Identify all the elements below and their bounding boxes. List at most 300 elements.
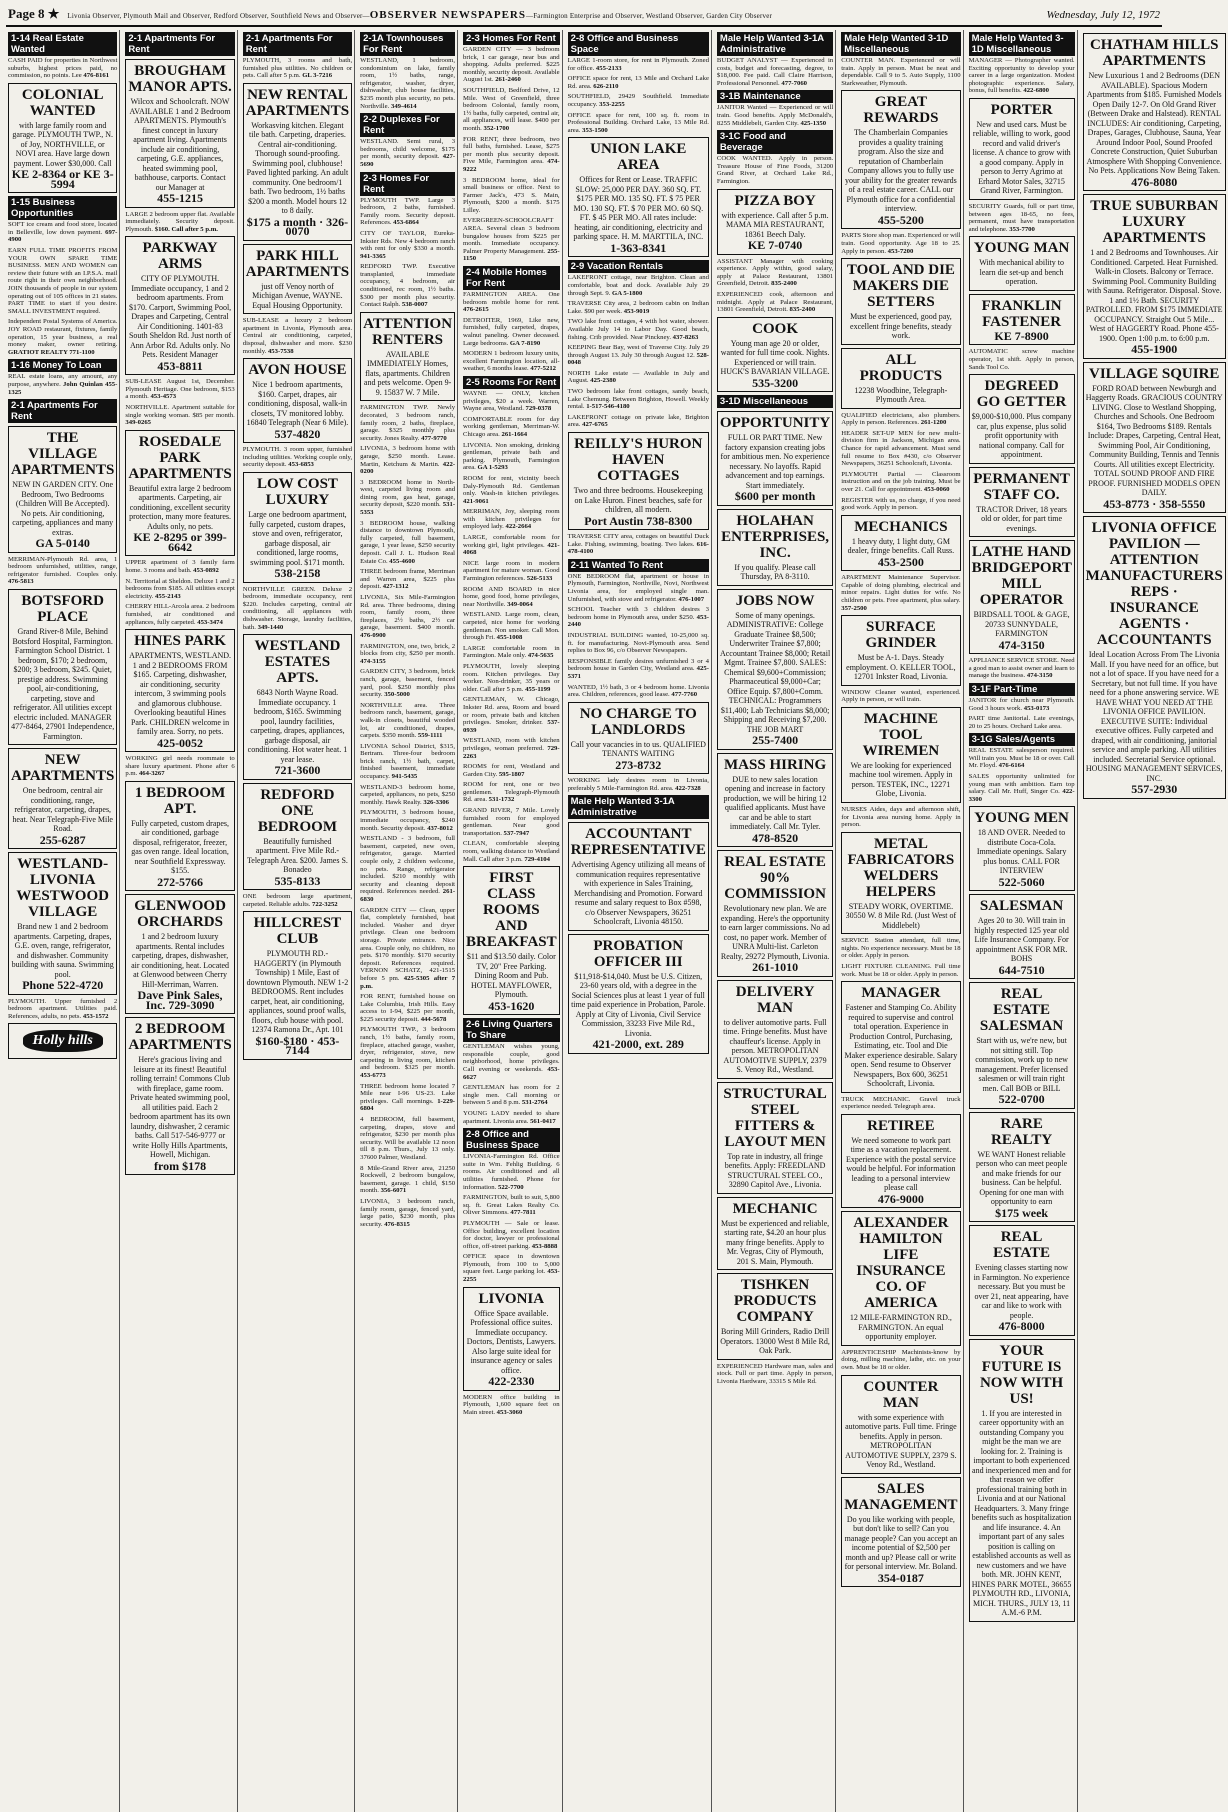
classified-ad xyxy=(125,404,234,427)
classified-column xyxy=(566,30,712,1812)
display-ad xyxy=(841,1211,960,1346)
ad-text: NURSES Aides, days and afternoon shift, for Livonia area nursing home. Apply in person. xyxy=(841,805,961,829)
display-ad-body: Boring Mill Grinders, Radio Drill Operators. 13000 West 8 Mile Rd, Oak Park. xyxy=(720,1327,830,1356)
classified-column xyxy=(358,30,458,1812)
section-heading: Male Help Wanted 3-1A Administrative xyxy=(717,32,833,56)
section-heading: 3-1C Food and Beverage xyxy=(717,130,833,154)
ad-phone: 531-1732 xyxy=(488,796,515,804)
section-heading: 2-8 Office and Business Space xyxy=(568,32,709,56)
display-ad-title: MANAGER xyxy=(861,985,941,1002)
classified-ad xyxy=(568,414,709,429)
display-ad xyxy=(717,317,833,393)
classified-ad xyxy=(463,1220,560,1250)
ad-phone: 729-4104 xyxy=(524,855,550,863)
classified-ad xyxy=(360,907,455,991)
classified-column xyxy=(967,30,1078,1812)
ad-text: LIVONIA-Farmington Rd. Office suite in Wm. Fehlig Building. 6 rooms. Air conditioned and all utilities furnished. Phone for information. xyxy=(463,1153,560,1191)
classified-ad xyxy=(717,57,833,87)
classified-ad xyxy=(969,203,1075,233)
classified-ad xyxy=(360,1198,455,1228)
ad-phone: 1-517-546-4180 xyxy=(586,403,630,411)
classified-ad xyxy=(969,348,1075,371)
ad-text: SUB-LEASE August 1st, December. Plymouth Heritage. One bedroom, $153 a month. xyxy=(125,378,235,401)
display-ad-phone: GA 5-0140 xyxy=(35,536,90,551)
classified-ad xyxy=(841,430,960,468)
display-ad-title: ROSEDALE PARK APARTMENTS xyxy=(128,433,232,482)
display-ad xyxy=(717,1082,833,1194)
display-ad-body: Two and three bedrooms. Housekeeping on Lake Huron. Finest beaches, safe for children, all modern. xyxy=(573,486,703,515)
classified-ad xyxy=(568,370,709,385)
ad-text: 8 Mile-Grand River area, 21250 Rockwell, 2 bedroom bungalow, basement, garage. 1 child, $150 month. xyxy=(360,1164,456,1195)
ad-text: NORTHVILLE area. Three bedroom ranch, basement, garage, walk-in closets, beautiful wooded lot, air conditioned, drapes, carpets. $350 month. xyxy=(360,701,456,740)
ad-text: NICE large room in modern apartment for mature woman. Good Farmington references. xyxy=(463,559,560,583)
display-ad-phone: 721-3600 xyxy=(274,763,321,778)
display-ad-phone: 535-3200 xyxy=(752,375,799,390)
display-ad xyxy=(841,1375,960,1474)
display-ad xyxy=(243,244,352,315)
display-ad-body: 18 AND OVER. Needed to distribute Coca-Cola. Immediate openings. Salary plus bonus. CALL FOR INTERVIEW xyxy=(976,828,1067,876)
display-ad-title: JOBS NOW xyxy=(735,592,815,609)
classified-column xyxy=(461,30,563,1812)
display-ad-title: VILLAGE SQUIRE xyxy=(1088,365,1220,382)
display-ad-phone: 535-8133 xyxy=(274,873,321,888)
display-ad-body: Fully carpeted, custom drapes, air conditioned, garbage disposal, refrigerator, freezer, gas oven range. Ideal location, near Southfield Expressway. $155. xyxy=(131,818,230,876)
ad-text: GENTLEMAN wishes young, responsible couple, good neighborhood, home privileges. Call evening or weekends. xyxy=(463,1043,560,1073)
ad-phone: 729-2263 xyxy=(463,744,560,760)
display-ad-phone: 537-4820 xyxy=(274,426,321,441)
display-ad xyxy=(243,83,352,241)
ad-text: LARGE, comfortable room for working girl, light privileges. xyxy=(463,534,560,549)
ad-text: ROOMS for rent, Westland and Garden City. xyxy=(463,763,560,778)
classified-ad xyxy=(568,658,709,681)
display-ad-body: $9,000-$10,000. Plus company car, plus expense, plus solid profit opportunity with national company. Call for appointment. xyxy=(971,412,1072,460)
ad-text: TWO bedroom lake front cottages, sandy beach, Lake Chemung. Between Brighton, Howell. Weekly rental. xyxy=(567,388,709,411)
ad-phone: 453-7200 xyxy=(887,247,914,255)
ad-phone: 476-6164 xyxy=(998,762,1025,770)
display-ad xyxy=(125,59,234,208)
display-ad xyxy=(717,411,833,506)
display-ad-phone: 538-2158 xyxy=(274,566,321,581)
classified-ad xyxy=(463,560,560,583)
ad-text: CITY OF TAYLOR, Eureka-Inkster Rds. New 4 bedroom ranch with rent for only $330 a month. xyxy=(360,229,456,253)
display-ad xyxy=(125,781,234,892)
classified-ad xyxy=(969,657,1075,680)
display-ad-title: NEW RENTAL APARTMENTS xyxy=(245,86,350,119)
classified-ad xyxy=(568,300,709,315)
display-ad xyxy=(568,432,709,530)
display-ad-phone: Phone 522-4720 xyxy=(22,978,104,993)
ad-phone: 538-0007 xyxy=(401,301,428,309)
section-heading: 2-8 Office and Business Space xyxy=(463,1128,560,1152)
ad-text: WANTED, 1½ bath, 3 or 4 bedroom home. Livonia area. Children, references, good lease. xyxy=(567,683,709,699)
classified-ad xyxy=(969,697,1075,712)
classified-ad xyxy=(568,533,709,556)
ad-text: COUNTER MAN. Experienced or will train. Apply in person. Must be neat and dependable. Call 9 to 5. Auto Supply, 1100 Starkweather, Plymouth. xyxy=(841,57,961,87)
classified-ad xyxy=(463,1110,560,1125)
display-ad-title: SALESMAN xyxy=(979,898,1064,915)
ad-phone: 261-2460 xyxy=(495,76,521,84)
display-ad-phone: 455-1900 xyxy=(1131,342,1178,356)
display-ad-body: NEW IN GARDEN CITY. One Bedroom, Two Bedrooms (Children Will Be Accepted). No pets. Air conditioning, carpeting, appliances and many extras. xyxy=(12,480,114,537)
display-ad-title: FRANKLIN FASTENER xyxy=(981,297,1062,330)
ad-text: FARMINGTON, one, two, brick, 2 blocks from city, $250 per month. xyxy=(360,642,456,658)
display-ad-phone: 453-1620 xyxy=(488,998,535,1013)
display-ad-phone: 476-9000 xyxy=(877,1191,924,1206)
classified-ad xyxy=(463,1253,560,1283)
display-ad-phone: KE 7-8900 xyxy=(994,328,1049,343)
ad-text: CLEAN, comfortable sleeping room, walking distance to Westland Mall. Call after 3 p.m. xyxy=(463,840,560,863)
display-ad-body: WE WANT Honest reliable person who can meet people and make friends for our business. Can be helpful. Opening for one man with opportunity to earn xyxy=(976,1149,1068,1207)
classified-ad xyxy=(841,937,960,960)
display-ad xyxy=(969,236,1075,291)
classified-ad xyxy=(568,632,709,655)
classified-ad xyxy=(969,773,1075,803)
classified-ad xyxy=(463,737,560,760)
ad-text: OFFICE space for rent, 13 Mile and Orchard Lake Rd. area. xyxy=(567,75,709,90)
ad-text: LAKEFRONT cottage on private lake, Brighton area. xyxy=(567,413,709,429)
classified-ad xyxy=(463,1153,560,1191)
display-ad-title: REILLY'S HURON HAVEN COTTAGES xyxy=(574,436,703,485)
display-ad-body: with large family room and garage. PLYMOUTH TWP., N. of Joy, NORTHVILLE, or NOVI area. Have large down payment. Lower $30,000. Call xyxy=(12,120,113,168)
display-ad-title: ACCOUNTANT REPRESENTATIVE xyxy=(570,826,706,859)
display-ad-body: FORD ROAD between Newburgh and Haggerty Roads. GRACIOUS COUNTRY LIVING. Close to Westland Shopping, Churches and Schools. One Bedroom $164, Two Bedrooms $189. Rentals Include: Drapes, Carpeting, Central Heat, Swimming Pool, Air Conditioning, Community Building, Tennis and Tennis Courts. All utilities except Electricity. TOTAL SOUND PROOF AND FIRE PROOF. FURNISHED MODELS OPEN DAILY. xyxy=(1085,383,1223,497)
classified-ad xyxy=(360,568,455,591)
ad-phone: 616-478-4100 xyxy=(567,540,709,556)
display-ad-phone: 421-2000, ext. 289 xyxy=(592,1037,684,1052)
display-ad xyxy=(969,467,1075,538)
ad-phone: 255-1150 xyxy=(463,247,560,263)
classified-ad xyxy=(841,497,960,512)
display-ad xyxy=(243,472,352,583)
classified-ad xyxy=(463,46,560,84)
section-heading: 3-1B Maintenance xyxy=(717,90,833,103)
classified-ad xyxy=(841,689,960,704)
ad-text: TWO lake front cottages, 4 with hot water, shower. Available July 14 to Labor Day. Good beach, fishing. Crib provided. Near Pinckney. xyxy=(567,318,709,341)
display-ad xyxy=(8,589,117,745)
ad-text: SOUTHFIELD, 29429 Southfield. Immediate occupancy. xyxy=(567,93,709,108)
ad-phone: 455-2133 xyxy=(595,64,622,72)
display-ad-title: THE VILLAGE APARTMENTS xyxy=(11,430,115,479)
display-ad-title: COUNTER MAN xyxy=(863,1378,939,1411)
ad-text: RESPONSIBLE family desires unfurnished 3 or 4 bedroom house in Garden City, Westland area. xyxy=(567,657,709,673)
classified-ad xyxy=(463,217,560,263)
ad-text: LIVONIA, 3 bedroom ranch, family room, garage, fenced yard, large patio, $230 month, plus security. xyxy=(360,1197,456,1228)
display-ad-title: LOW COST LUXURY xyxy=(256,476,338,509)
ad-text: ONE BEDROOM flat, apartment or house in Plymouth, Farmington, Northville, Novi, Northwest Livonia area, for employed single man. Unfurnished, with stove and refrigerator. xyxy=(567,572,709,603)
ad-phone: 531-5353 xyxy=(360,501,456,517)
display-ad-phone: 354-0187 xyxy=(877,1570,924,1585)
ad-phone: GA 1-5293 xyxy=(477,464,508,472)
ad-text: LARGE comfortable room in Farmington. Male only. xyxy=(463,644,560,660)
classified-ad xyxy=(8,247,117,315)
ad-phone: 453-7538 xyxy=(267,347,294,355)
display-ad-body: PLYMOUTH RD.-HAGGERTY (in Plymouth Township) 1 Mile, East of downtown Plymouth. NEW 1-2 BEDROOMS. Rent includes carpet, heat, air conditioning, appliances, sound proof walls, floors, club house with pool. 12374 Ramona Dr., Apt. 101 xyxy=(246,949,349,1035)
ad-text: OFFICE space for rent, 100 sq. ft. room in Professional Building. Orchard Lake, 13 Mile Rd. area. xyxy=(567,111,709,134)
display-ad-phone: 455-1215 xyxy=(157,191,204,205)
ad-phone: 476-5813 xyxy=(8,578,34,586)
display-ad-title: CHATHAM HILLS APARTMENTS xyxy=(1089,37,1219,69)
ad-text: HEADER SET-UP MEN for new multi-division firm in Jackson, Michigan area. Chance for rapid advancement. Must send full resume to Box #430, c/o Observer Newspapers, 36251 Schoolcraft, Livonia. xyxy=(841,429,961,468)
ad-text: WINDOW Cleaner wanted, experienced. Apply in person, or will train. xyxy=(841,688,961,704)
ad-text: WESTLAND-3 bedroom home, carpeted, appliances, no pets, $250 monthly. Hawk Realty. xyxy=(360,783,456,806)
display-ad-phone: 476-8080 xyxy=(1131,174,1178,189)
ad-phone: 464-3267 xyxy=(138,770,165,778)
ad-text: PARTS Store shop man. Experienced or will train. Good opportunity. Age 18 to 25. Apply in person. xyxy=(841,232,961,255)
ad-text: COOK WANTED. Apply in person. Treasure House of Fine Foods, 31200 Grand River, at Orchard Lake Rd., Farmington. xyxy=(716,155,834,185)
ad-phone: John Quinlan 455-1325 xyxy=(8,380,118,396)
display-ad-body: We need someone to work part time as a vacation replacement. Experience with the postal service would be helpful. For information leading to a personal interview please call xyxy=(846,1135,956,1193)
ad-text: SCHOOL Teacher with 3 children desires 3 bedroom home in Plymouth area, under $250. xyxy=(567,606,709,621)
display-ad-body: just off Venoy north of Michigan Avenue, WAYNE. Equal Housing Opportunity. xyxy=(252,281,343,310)
classified-ad xyxy=(360,594,455,640)
ad-text: NORTHVILLE GREEN. Deluxe 2 bedroom, immediate occupancy, rent $220. Includes carpeting, central air conditioning, all appliances with dishwasher. Storage, laundry facilities, bath. xyxy=(242,585,353,631)
section-heading: 2-2 Duplexes For Rent xyxy=(360,113,455,137)
ad-phone: 477-7760 xyxy=(671,691,698,699)
display-ad-body: Top rate in industry, all fringe benefits. Apply: FREEDLAND STRUCTURAL STEEL CO., 32890 Capitol Ave., Livonia. xyxy=(724,1151,826,1190)
ad-text: EXPERIENCED cook, afternoon and midnight. Apply at Palace Restaurant, 13801 Greenfield, Detroit. xyxy=(716,290,834,314)
display-ad xyxy=(717,589,833,750)
section-heading: 1-15 Business Opportunities xyxy=(8,196,117,220)
section-heading: 3-1G Sales/Agents xyxy=(969,733,1075,746)
ad-phone: 453-0892 xyxy=(193,566,219,574)
display-ad-body: Grand River-8 Mile, Behind Botsford Hospital, Farmington. Farmington School District. 1 bedroom, $170; 2 bedroom, $200; 3 bedroom, $245. Quiet, prestige address. Swimming pool, air-conditioning, carpeting, stove and refrigerator. All utilities except electric included. MANAGER 477-8464, 27901 Independence, Farmington. xyxy=(11,627,115,741)
classified-ad xyxy=(360,479,455,517)
display-ad-title: COOK xyxy=(752,320,798,337)
display-ad xyxy=(568,822,709,931)
section-heading: 3-1F Part-Time xyxy=(969,683,1075,696)
ad-text: QUALIFIED electricians, also plumbers. Apply in person. References. xyxy=(841,411,961,427)
display-ad-body: with experience. Call after 5 p.m. MAMA MIA RESTAURANT, 18361 Beech Daly. xyxy=(721,210,829,239)
display-ad-body: Advertising Agency utilizing all means of communication requires representative with experience in Sales Training, Merchandising and Promotion. Forward resume and salary request to Box #598, c/o Observer Newspapers, 36251 Schoolcraft, Livonia 48150. xyxy=(571,860,706,927)
ad-phone: 835-2400 xyxy=(789,306,816,314)
display-ad-title: LIVONIA OFFICE PAVILION — ATTENTION MANUFACTURERS REPS · INSURANCE AGENTS · ACCOUNTANTS xyxy=(1085,520,1223,648)
ad-phone: GA 5-1800 xyxy=(612,289,643,297)
display-ad-body: Must be experienced and reliable, starting rate, $4.20 an hour plus many fringe benefits. Apply to Mr. Vegras, City of Plymouth, 201 S. Main, Plymouth. xyxy=(720,1218,830,1266)
display-ad-body: Evening classes starting now in Farmington. No experience necessary. But you must be over 21, neat appearing, have car and like to work with people. xyxy=(973,1263,1070,1320)
display-ad-body: Beautifully furnished apartment. Five Mile Rd.-Telegraph Area. $200. James S. Bonadeo xyxy=(246,836,348,875)
display-ad-body: Must be A-1. Days. Steady employment. O. KELLER TOOL, 12701 Inkster Road, Livonia. xyxy=(846,653,956,682)
ad-phone: 453-6773 xyxy=(360,1072,386,1080)
display-ad-body: 1 and 2 Bedrooms and Townhouses. Air Conditioned. Carpeted. Heat Furnished. Walk-in Closets. Balcony or Terrace. Swimming Pool. Community Building with Sauna. Refrigerator. Disposal. Stove. 1 and 1½ Bath. SECURITY PATROLLED. FROM $175 IMMEDIATE OCCUPANCY. Straight Out 5 Mile... West of HAGGERTY Road. Phone 455-1900. Open 1:00 p.m. to 6:00 p.m. xyxy=(1085,248,1223,343)
ad-phone: 425-2380 xyxy=(590,377,616,385)
classified-ad xyxy=(841,806,960,829)
classified-ad xyxy=(360,809,455,832)
classified-ad xyxy=(463,1394,560,1417)
display-ad xyxy=(717,1197,833,1271)
display-ad-phone: 255-7400 xyxy=(752,733,799,748)
display-ad-phone: 255-6287 xyxy=(39,832,86,847)
display-ad-body: Fastener and Stamping Co. Ability required to supervise and control total operation. Experience in Production Control, Purchasing, Estimating, etc. Tool and Die Maker experience desirable. Salary open. Send resume to Observer Newspapers, Box 600, 36251 Schoolcraft, Livonia. xyxy=(844,1003,958,1089)
display-ad-phone: 453-8811 xyxy=(157,358,203,373)
ad-text: PLYMOUTH TWP. Large 3 bedroom, 2 baths, furnished. Family room. Security deposit. References. xyxy=(360,196,456,227)
classified-ad xyxy=(360,1026,455,1079)
display-ad-body: 12 MILE-FARMINGTON RD., FARMINGTON. An equal opportunity employer. xyxy=(849,1313,952,1342)
ad-phone: 476-2615 xyxy=(463,306,489,314)
display-ad-title: SURFACE GRINDER xyxy=(865,619,937,652)
display-ad-body: $11 and $13.50 daily. Color TV, 20" Free Parking. Dining Room and Pub. HOTEL MAYFLOWER, Plymouth. xyxy=(466,952,556,1000)
ad-phone: 444-5678 xyxy=(420,1015,447,1023)
display-ad xyxy=(243,358,352,443)
ad-phone: 453-3060 xyxy=(496,1408,523,1416)
classified-ad xyxy=(8,373,117,396)
classified-ad xyxy=(841,1349,960,1372)
classified-ad xyxy=(125,755,234,778)
ad-text: WESTLAND, room with kitchen privileges, woman preferred. xyxy=(463,737,560,752)
display-ad-body: If you qualify. Please call Thursday, PA 8-3110. xyxy=(734,562,816,582)
ad-text: APPLIANCE SERVICE STORE. Need a good man to assist owner and learn to manage the business. xyxy=(968,657,1075,680)
ad-phone: 537-7947 xyxy=(503,829,530,837)
section-heading: Male Help Wanted 3-1A Administrative xyxy=(568,795,709,819)
display-ad-title: HOLAHAN ENTERPRISES, INC. xyxy=(721,512,830,561)
classified-ad xyxy=(360,668,455,698)
display-ad xyxy=(125,430,234,557)
display-ad xyxy=(969,982,1075,1109)
ad-phone: 729-0378 xyxy=(525,405,552,413)
display-ad xyxy=(8,83,117,194)
classified-ad xyxy=(568,777,709,792)
classified-ad xyxy=(568,112,709,135)
section-heading: Male Help Wanted 3-1D Miscellaneous xyxy=(969,32,1075,56)
display-ad-body: New Luxurious 1 and 2 Bedrooms (DEN AVAILABLE). Spacious Modern Apartments from $185. Furnished Models Open Daily 12-7. On Old Grand River (Between Drake and Halstead). RENTAL INCLUDES: Air conditioning, Carpeting, Drapes, Garages, Clubhouse, Sauna, Year Around Indoor Pool, Sound Proofed Concrete Construction, Quiet Suburban Atmosphere With Shopping Convenience. No Pets. Applications Now Being Taken. xyxy=(1086,71,1222,175)
ad-text: JANITOR for church near Plymouth. Good 3 hours work. xyxy=(968,696,1075,712)
ad-phone: 350-5000 xyxy=(384,691,410,699)
ad-phone: 474-5635 xyxy=(527,652,554,660)
ad-phone: 422-7328 xyxy=(675,784,701,792)
display-ad-title: NO CHARGE TO LANDLORDS xyxy=(579,705,697,738)
display-ad-body: with some experience with automotive parts. Full time. Fringe benefits. Apply in person. METROPOLITAN AUTOMOTIVE SUPPLY, 2379 S. Venoy Rd., Westland. xyxy=(845,1412,957,1470)
classified-ad xyxy=(360,743,455,781)
display-ad xyxy=(841,515,960,572)
display-ad xyxy=(717,1273,833,1360)
ad-phone: 427-6765 xyxy=(582,421,608,429)
ad-text: INDUSTRIAL BUILDING wanted, 10-25,000 sq. ft. for manufacturing. Novi-Plymouth area. Send replies to Box 96, c/o Observer Newspapers. xyxy=(567,631,709,655)
display-ad-body: TRACTOR Driver, 18 years old or older, for part time evenings. xyxy=(976,504,1067,533)
display-ad-body: Office Space available. Professional office suites. Immediate occupancy. Doctors, Dentists, Lawyers. Also large suite ideal for insurance agency or sales office. xyxy=(466,1308,556,1375)
ad-text: GARDEN CITY, 3 bedroom, brick ranch, garage, basement, fenced yard, pool. $250 monthly plus security. xyxy=(360,668,456,699)
ad-text: TRAVERSE City area, 2 bedroom cabin on Indian Lake. $90 per week. xyxy=(567,300,709,315)
ad-phone: 595-1807 xyxy=(498,770,525,778)
classified-ad xyxy=(463,663,560,693)
display-ad-title: OPPORTUNITY xyxy=(719,415,831,432)
ad-text: ONE bedroom large apartment, carpeted. Reliable adults. xyxy=(242,893,353,908)
display-ad-body: Ages 20 to 30. Will train in highly respected 125 year old Life Insurance Company. For appointment ASK FOR MR. BOHS xyxy=(974,916,1069,964)
ad-text: 3 BEDROOM home in North-west, carpeted living room and dining room, gas heat, garage, security deposit, $220 month. xyxy=(360,478,456,509)
section-heading: 2-1 Apartments For Rent xyxy=(125,32,234,56)
ad-phone: 561-0417 xyxy=(530,1117,556,1125)
ad-phone: 522-7700 xyxy=(497,1183,524,1191)
classified-ad xyxy=(463,317,560,347)
classified-ad xyxy=(360,702,455,740)
display-ad-body: 1 and 2 bedroom luxury apartments. Rental includes carpeting, drapes, dishwasher, air conditioning, heat. Located at Glenwood between Cherry Hill-Merriman, Warren. xyxy=(131,932,230,989)
classified-ad xyxy=(969,715,1075,730)
classified-ad xyxy=(841,471,960,494)
masthead xyxy=(6,4,1162,27)
classified-ad xyxy=(463,840,560,863)
display-ad-body: STEADY WORK, OVERTIME. 30550 W. 8 Mile Rd. (Just West of Middlebelt) xyxy=(845,901,957,930)
display-ad-phone: 273-8732 xyxy=(615,757,662,772)
ad-phone: GA 7-8190 xyxy=(509,339,541,347)
classified-ad xyxy=(243,446,352,469)
classified-column xyxy=(241,30,355,1812)
display-ad-body: to deliver automotive parts. Full time. Fringe benefits. Must have chauffeur's license. Apply in person. METROPOLITAN AUTOMOTIVE SUPPLY, 2379 S. Venoy Rd., Westland. xyxy=(723,1017,828,1075)
ad-text: ROOM for rent, vicinity beech Daly-Plymouth Rd. Gentleman only. Wash-in kitchen privileges. xyxy=(463,474,560,498)
display-ad-title: BROUGHAM MANOR APTS. xyxy=(128,63,232,95)
ad-text: PLYMOUTH Partial — Classroom instruction and on the job training. Must be over 21. Call for appointment. xyxy=(841,470,961,493)
display-ad xyxy=(8,852,117,995)
classified-ad xyxy=(360,230,455,260)
display-ad-body: Ideal Location Across From The Livonia Mall. If you have need for an office, but not a lot of space. If you have need for a Secretary, but not full time. If you have need for a phone answering service. WE HAVE WHAT YOU NEED AT THE LIVONIA OFFICE PAVILION. EXECUTIVE SUITE: Individual executive offices. Fully carpeted and draped, with air conditioning, janitorial service and ample parking. All utilities included. Secretarial Service optional. HOUSING MANAGEMENT SERVICES, INC. xyxy=(1085,650,1223,783)
section-heading: 2-11 Wanted To Rent xyxy=(568,559,709,572)
ad-text: GARDEN CITY — 3 bedroom brick, 1 car garage, near bus and shopping. Adults preferred. $225 monthly, security deposit. Available August 1st. xyxy=(463,46,560,84)
classified-column xyxy=(715,30,836,1812)
ad-phone: 455-1199 xyxy=(525,685,551,693)
display-ad xyxy=(125,1017,234,1175)
ad-text: REGISTER with us, no charge, if you need good work. Apply in person. xyxy=(841,496,961,512)
ad-phone: 453-0173 xyxy=(1023,704,1050,712)
classified-ad xyxy=(463,534,560,557)
ad-text: DETROITER, 1969, Like new, furnished, fully carpeted, drapes, walnut paneling. Owner deceased. Large bedrooms. xyxy=(463,316,560,347)
display-ad-phone: 557-2930 xyxy=(1131,782,1178,796)
ad-text: 3 BEDROOM house, walking distance to downtown Plymouth, fully carpeted, full basement, garage, 1 year lease, $250 security deposit. Call J. L. Hudson Real Estate Co. xyxy=(360,519,456,565)
ad-text: MODERN 1 bedroom luxury units, excellent Farmington location, all-weather, 6 months lease. xyxy=(463,350,560,373)
display-ad-title: ALEXANDER HAMILTON LIFE INSURANCE CO. OF AMERICA xyxy=(853,1215,949,1312)
classified-ad xyxy=(243,586,352,632)
classified-ad xyxy=(360,1116,455,1162)
ad-text: NORTH Lake estate — Available in July and August. xyxy=(567,369,709,385)
display-ad-title: PERMANENT STAFF CO. xyxy=(973,470,1070,503)
ad-phone: 349-4614 xyxy=(390,102,417,110)
display-ad-title: TOOL AND DIE MAKERS DIE SETTERS xyxy=(846,262,955,311)
classified-column xyxy=(839,30,963,1812)
display-ad-title: BOTSFORD PLACE xyxy=(21,593,104,626)
masthead-section: OBSERVER NEWSPAPERS xyxy=(369,9,526,21)
ad-text: WORKING lady desires room in Livonia, preferably 5 Mile-Farmington Rd. area. xyxy=(567,777,709,792)
display-ad-body: Must be experienced, good pay, excellent fringe benefits, steady work. xyxy=(850,312,952,341)
section-heading: 2-4 Mobile Homes For Rent xyxy=(463,266,560,290)
display-ad-body: 6843 North Wayne Road. Immediate occupancy. 1 bedroom, $165. Swimming pool, laundry facilities, carpeting, drapes, appliances, garbage disposal, air conditioning. Hot water heat. 1 year lease. xyxy=(247,688,348,764)
ad-text: WESTLAND. Semi rural, 3 bedrooms, child welcome, $175 per month, security deposit. xyxy=(360,138,456,161)
classified-ad xyxy=(463,87,560,133)
display-ad-body: Revolutionary new plan. We are expanding. Here's the opportunity to earn larger commissions. No ad cost, no paper work. Member of UNRA Multi-list. Carleton Realty, 29272 Plymouth, Livonia. xyxy=(720,904,830,961)
ad-phone: 422-2664 xyxy=(505,523,532,531)
holly-hills-logo: Holly hills xyxy=(23,1030,103,1052)
ad-text: NORTHVILLE. Apartment suitable for single working woman. $85 per month. xyxy=(125,404,235,419)
classified-ad xyxy=(568,93,709,108)
classified-ad xyxy=(463,1084,560,1107)
display-ad-body: With mechanical ability to learn die set-up and bench operation. xyxy=(979,258,1064,287)
ad-phone: 626-2110 xyxy=(593,82,619,90)
classified-ad xyxy=(568,684,709,699)
classified-ad xyxy=(568,606,709,629)
classified-ad xyxy=(969,57,1075,95)
display-ad-phone: 453-2500 xyxy=(877,554,924,569)
ad-text: APARTMENT Maintenance Supervisor. Capable of doing plumbing, electrical and minor repairs. Light duties for wife. No children or pets. Free apartment, plus salary. xyxy=(841,574,961,605)
display-ad-title: GREAT REWARDS xyxy=(863,94,939,127)
display-ad-phone: Dave Pink Sales, Inc. 729-3090 xyxy=(137,988,223,1012)
logo-box xyxy=(8,1023,117,1059)
display-ad-body: We are looking for experienced machine tool wiremen. Apply in person. TESTEK, INC., 12271 Globe, Livonia. xyxy=(849,760,953,799)
classified-ad xyxy=(717,155,833,185)
ad-text: PLYMOUTH. Upper furnished 2 bedroom apartment. Utilities paid. References, adults, no pets. xyxy=(8,997,118,1020)
display-ad-title: UNION LAKE AREA xyxy=(590,141,687,174)
ad-text: COMFORTABLE room for day working gentleman, Merriman-W. Chicago area. xyxy=(463,415,560,438)
masthead-papers xyxy=(67,9,1038,21)
ad-text: ASSISTANT Manager with cooking experience. Apply within, good salary, apply at Palace Restaurant, 13801 Greenfield, Detroit. xyxy=(716,257,834,288)
display-ad-title: AVON HOUSE xyxy=(248,362,347,379)
display-ad xyxy=(969,1112,1075,1223)
section-heading: 2-3 Homes For Rent xyxy=(463,32,560,45)
display-ad-title: PARK HILL APARTMENTS xyxy=(245,247,350,280)
